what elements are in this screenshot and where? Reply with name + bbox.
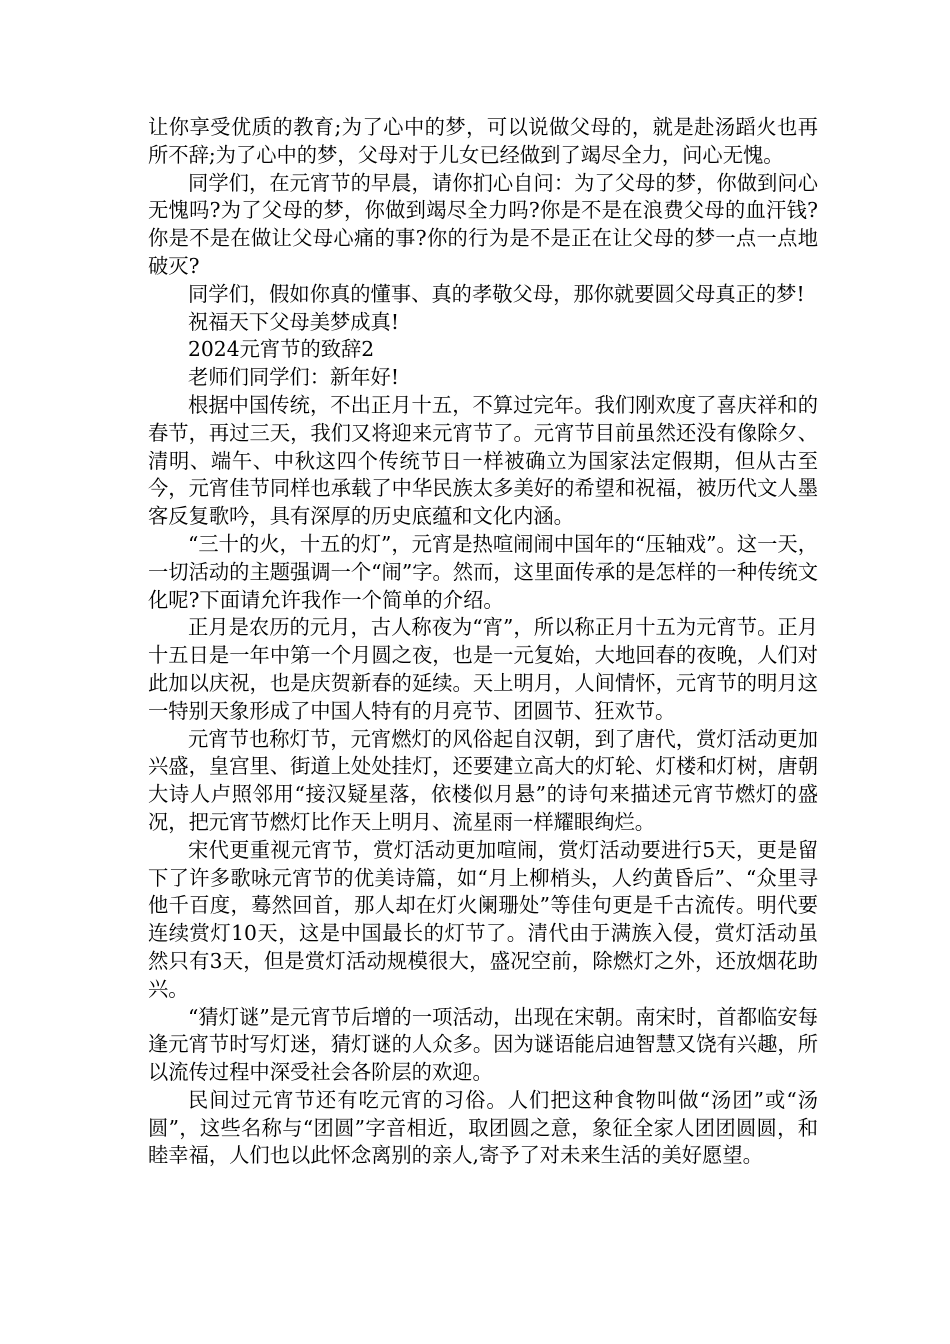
paragraph-self-reflection: 同学们，在元宵节的早晨，请你扪心自问：为了父母的梦，你做到问心无愧吗?为了父母的梦，你做到竭尽全力吗?你是不是在浪费父母的血汗钱?你是不是在做让父母心痛的事?你的行为是不是正在让父母的梦一点一点地破灭? (148, 170, 818, 278)
document-page (148, 114, 818, 1170)
section-heading: 2024元宵节的致辞2 (188, 337, 375, 362)
paragraph-lantern-riddles: “猜灯谜”是元宵节后增的一项活动，出现在宋朝。南宋时，首都临安每逢元宵节时写灯迷，猜灯谜的人众多。因为谜语能启迪智慧又饶有兴趣，所以流传过程中深受社会各阶层的欢迎。 (148, 1004, 818, 1085)
paragraph-lantern-festival: 元宵节也称灯节，元宵燃灯的风俗起自汉朝，到了唐代，赏灯活动更加兴盛，皇宫里、街道上处处挂灯，还要建立高大的灯轮、灯楼和灯树，唐朝大诗人卢照邻用“接汉疑星落，依楼似月悬”的诗句来描述元宵节燃灯的盛况，把元宵节燃灯比作天上明月、流星雨一样耀眼绚烂。 (148, 726, 818, 834)
salutation: 老师们同学们：新年好! (188, 365, 399, 390)
paragraph-filial-piety: 同学们，假如你真的懂事、真的孝敬父母，那你就要圆父母真正的梦! (188, 281, 805, 306)
paragraph-finale-show: “三十的火，十五的灯”，元宵是热喧闹闹中国年的“压轴戏”。这一天，一切活动的主题强调一个“闹”字。然而，这里面传承的是怎样的一种传统文化呢?下面请允许我作一个简单的介绍。 (148, 531, 818, 612)
paragraph-tradition: 根据中国传统，不出正月十五，不算过完年。我们刚欢度了喜庆祥和的春节，再过三天，我们又将迎来元宵节了。元宵节目前虽然还没有像除夕、清明、端午、中秋这四个传统节日一样被确立为国家法定假期，但从古至今，元宵佳节同样也承载了中华民族太多美好的希望和祝福，被历代文人墨客反复歌吟，具有深厚的历史底蕴和文化内涵。 (148, 392, 818, 529)
paragraph-continuation: 让你享受优质的教育;为了心中的梦，可以说做父母的，就是赴汤蹈火也再所不辞;为了心中的梦，父母对于儿女已经做到了竭尽全力，问心无愧。 (148, 115, 818, 167)
paragraph-tangyuan: 民间过元宵节还有吃元宵的习俗。人们把这种食物叫做“汤团”或“汤圆”，这些名称与“团圆”字音相近，取团圆之意，象征全家人团团圆圆，和睦幸福，人们也以此怀念离别的亲人,寄予了对未来生活的美好愿望。 (148, 1087, 818, 1168)
paragraph-song-dynasty: 宋代更重视元宵节，赏灯活动更加喧闹，赏灯活动要进行5天，更是留下了许多歌咏元宵节的优美诗篇，如“月上柳梢头，人约黄昏后”、“众里寻他千百度，蓦然回首，那人却在灯火阑珊处”等佳句更是千古流传。明代要连续赏灯10天，这是中国最长的灯节了。清代由于满族入侵，赏灯活动虽然只有3天，但是赏灯活动规模很大，盛况空前，除燃灯之外，还放烟花助兴。 (148, 837, 818, 1001)
paragraph-blessing: 祝福天下父母美梦成真! (188, 309, 399, 334)
paragraph-first-month: 正月是农历的元月，古人称夜为“宵”，所以称正月十五为元宵节。正月十五日是一年中第一个月圆之夜，也是一元复始，大地回春的夜晚，人们对此加以庆祝，也是庆贺新春的延续。天上明月，人间情怀，元宵节的明月这一特别天象形成了中国人特有的月亮节、团圆节、狂欢节。 (148, 615, 818, 723)
